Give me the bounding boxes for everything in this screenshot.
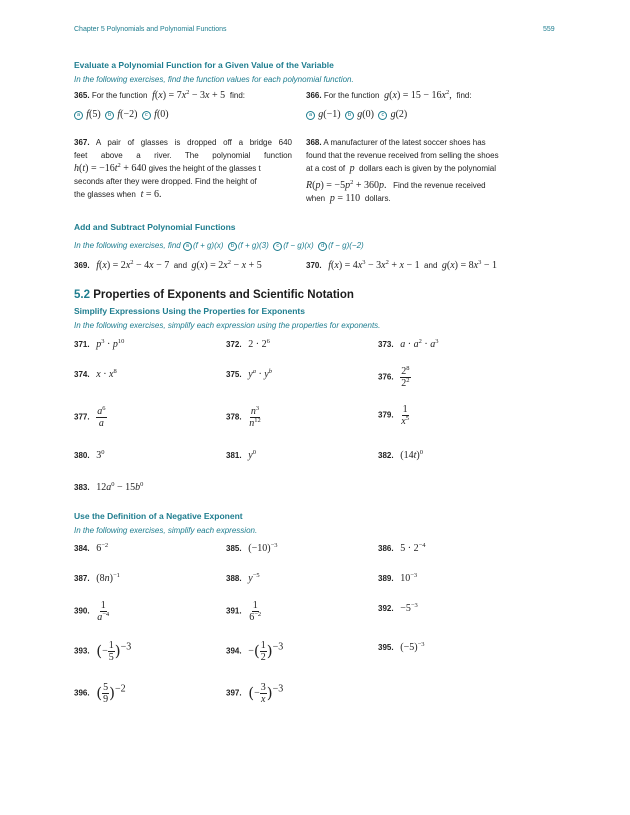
text-line: found that the revenue received from selling the shoes: [306, 151, 499, 160]
math-expression: $y^{-5}$: [248, 572, 260, 584]
exercise-number: 388.: [226, 574, 242, 583]
instruction-part-c: (f − g)(x): [283, 241, 314, 250]
exercise-375: [226, 368, 272, 381]
part-b-marker: b: [345, 111, 354, 120]
math-sign: −: [102, 645, 108, 657]
exercise-number: 384.: [74, 544, 90, 553]
instruction-lead: In the following exercises, find: [74, 241, 181, 250]
exercise-383: [74, 481, 143, 494]
math-condition: p = 110: [329, 193, 363, 204]
exercise-number: 386.: [378, 544, 394, 553]
exercise-386: [378, 542, 426, 555]
math-fraction: $\frac{1}{5}$: [108, 640, 114, 663]
exercise-number: 375.: [226, 370, 242, 379]
exercise-number: 377.: [74, 412, 90, 422]
math-fraction: $\frac{2^8}{2^2}$: [401, 365, 410, 389]
exercise-number: 366.: [306, 91, 322, 100]
text-line: gives the height of the glasses t: [148, 164, 261, 173]
section-heading-evaluate: Evaluate a Polynomial Function for a Given Value of the Variable: [74, 60, 334, 70]
text-line: dollars.: [364, 194, 391, 203]
math-expression: $5 \cdot 2^{-4}$: [400, 542, 426, 554]
exercise-number: 387.: [74, 574, 90, 583]
exercise-number: 371.: [74, 340, 90, 349]
math-expression: $(-5)^{-3}$: [400, 641, 425, 653]
exercise-number: 397.: [226, 688, 242, 698]
exercise-365-parts: [74, 108, 169, 121]
math-part-a: g(−1): [318, 109, 341, 120]
math-expression: $10^{-3}$: [400, 572, 418, 584]
exercise-368-line4: [306, 179, 524, 192]
exercise-number: 373.: [378, 340, 394, 349]
part-c-marker: c: [273, 242, 282, 251]
exercise-number: 378.: [226, 412, 242, 422]
chapter-header: Chapter 5 Polynomials and Polynomial Functions: [74, 26, 227, 33]
instruction-evaluate: In the following exercises, find the function values for each polynomial function.: [74, 75, 354, 84]
section-title: Properties of Exponents and Scientific Notation: [93, 289, 354, 301]
exercise-number: 374.: [74, 370, 90, 379]
part-b-marker: b: [105, 111, 114, 120]
exercise-393: [74, 640, 131, 663]
paren-open: (: [96, 642, 103, 660]
exercise-390: [74, 600, 110, 623]
math-part-a: f(5): [86, 109, 101, 120]
instruction-part-a: (f + g)(x): [192, 241, 224, 250]
exercise-367-line3: [74, 162, 292, 175]
math-fraction: $\frac{1}{6^{-2}}$: [249, 600, 262, 623]
exercise-396: [74, 682, 126, 705]
math-part-c: f(0): [154, 109, 169, 120]
math-function: $f(x) = 7x^2 - 3x + 5$: [152, 89, 228, 101]
math-expression: $-5^{-3}$: [400, 602, 418, 614]
math-expression: $p^3 \cdot p^{10}$: [96, 338, 125, 350]
text-line: A manufacturer of the latest soccer shoes has: [323, 138, 486, 147]
text-line: when: [306, 194, 326, 203]
math-fraction: $\frac{5}{9}$: [103, 682, 109, 705]
text-line: A pair of glasses is dropped off a bridge 640: [95, 138, 292, 147]
paren-close: ): [266, 684, 273, 702]
exercise-377: [74, 406, 107, 429]
exercise-372: [226, 338, 270, 351]
math-fraction: $\frac{1}{x^5}$: [401, 404, 409, 427]
exercise-395: [378, 641, 424, 654]
exercise-number: 383.: [74, 483, 90, 492]
exercise-tail: find:: [229, 91, 245, 100]
and-text: and: [173, 261, 188, 270]
exercise-number: 392.: [378, 604, 394, 613]
exercise-lead: For the function: [323, 91, 380, 100]
math-expression: $y^a \cdot y^b$: [248, 368, 272, 380]
exercise-number: 391.: [226, 606, 242, 616]
paren-close: ): [266, 642, 273, 660]
math-part-b: g(0): [357, 109, 374, 120]
exercise-number: 382.: [378, 451, 394, 460]
math-exponent: −3: [272, 683, 284, 695]
exercise-number: 370.: [306, 261, 322, 270]
exercise-number: 393.: [74, 646, 90, 656]
page-number: 559: [543, 26, 555, 33]
exercise-tail: find:: [456, 91, 472, 100]
text-line: feet above a river. The polynomial function: [74, 151, 292, 160]
exercise-367: [74, 136, 292, 201]
text-line: the glasses when: [74, 190, 136, 199]
math-expression: $2 \cdot 2^6$: [248, 338, 270, 350]
part-a-marker: a: [183, 242, 192, 251]
math-expression: $12a^0 - 15b^0$: [96, 481, 144, 493]
math-f: $f(x) = 4x^3 - 3x^2 + x - 1$: [328, 259, 420, 271]
part-c-marker: c: [378, 111, 387, 120]
math-function: $g(x) = 15 - 16x^2$,: [384, 89, 455, 101]
paren-close: ): [114, 642, 121, 660]
text-line: dollars each is given by the polynomial: [359, 164, 497, 173]
section-heading-add-subtract: Add and Subtract Polynomial Functions: [74, 222, 236, 232]
math-expression: $(14t)^0$: [400, 449, 423, 461]
math-exponent: −3: [272, 641, 284, 653]
exercise-number: 372.: [226, 340, 242, 349]
exercise-number: 379.: [378, 410, 394, 420]
exercise-392: [378, 602, 418, 615]
instruction-properties: In the following exercises, simplify each expression using the properties for exponents.: [74, 321, 381, 330]
math-part-c: g(2): [390, 109, 408, 120]
math-g: $g(x) = 8x^3 - 1$: [441, 259, 497, 271]
paren-open: (: [96, 684, 103, 702]
exercise-366-parts: [306, 108, 407, 121]
exercise-373: [378, 338, 438, 351]
exercise-number: 376.: [378, 372, 394, 382]
exercise-397: [226, 682, 283, 705]
exercise-number: 395.: [378, 643, 394, 652]
exercise-368: [306, 136, 524, 205]
math-fraction: $\frac{a^6}{a}$: [97, 405, 106, 429]
exercise-367-line5: [74, 188, 292, 201]
instruction-part-b: (f + g)(3): [237, 241, 269, 250]
math-expression: $(-10)^{-3}$: [248, 542, 278, 554]
exercise-380: [74, 449, 105, 462]
math-expression: $x \cdot x^8$: [96, 368, 117, 380]
exercise-lead: For the function: [91, 91, 148, 100]
instruction-negative-exponent: In the following exercises, simplify each expression.: [74, 526, 258, 535]
exercise-number: 367.: [74, 138, 90, 147]
exercise-number: 368.: [306, 138, 322, 147]
math-expression: $6^{-2}$: [96, 542, 109, 554]
exercise-382: [378, 449, 423, 462]
text-line: at a cost of: [306, 164, 346, 173]
exercise-387: [74, 572, 120, 585]
exercise-394: [226, 640, 283, 663]
subsection-heading-properties: Simplify Expressions Using the Properties for Exponents: [74, 306, 305, 316]
part-a-marker: a: [306, 111, 315, 120]
exercise-366: [306, 89, 472, 102]
instruction-add-subtract: [74, 241, 364, 251]
exercise-368-line1: [306, 136, 524, 149]
part-d-marker: d: [318, 242, 327, 251]
math-sign: −: [248, 645, 254, 657]
section-title-5-2: [74, 289, 354, 301]
math-fraction: $\frac{n^3}{n^{12}}$: [249, 405, 261, 429]
math-sign: −: [254, 687, 260, 699]
exercise-number: 365.: [74, 91, 90, 100]
math-f: $f(x) = 2x^2 - 4x - 7$: [96, 259, 170, 271]
subsection-heading-negative-exponent: Use the Definition of a Negative Exponent: [74, 511, 243, 521]
and-text: and: [424, 261, 438, 270]
exercise-370: [306, 259, 497, 272]
math-exponent: −2: [114, 683, 126, 695]
exercise-381: [226, 449, 256, 462]
math-condition: t = 6.: [140, 189, 162, 200]
exercise-385: [226, 542, 277, 555]
section-number: 5.2: [74, 289, 90, 301]
math-expression: $y^0$: [248, 449, 256, 461]
exercise-389: [378, 572, 417, 585]
exercise-number: 381.: [226, 451, 242, 460]
math-function: $h(t) = -16t^2 + 640$: [74, 162, 147, 174]
exercise-number: 396.: [74, 688, 90, 698]
math-function: $R(p) = -5p^2 + 360p$.: [306, 179, 387, 191]
exercise-379: [378, 404, 410, 427]
exercise-367-line1: [74, 136, 292, 149]
exercise-368-line3: [306, 162, 524, 175]
exercise-365: [74, 89, 245, 102]
exercise-391: [226, 600, 262, 623]
paren-close: ): [109, 684, 115, 702]
math-part-b: f(−2): [117, 109, 138, 120]
paren-open: (: [253, 642, 260, 660]
exercise-number: 385.: [226, 544, 242, 553]
exercise-384: [74, 542, 108, 555]
exercise-371: [74, 338, 124, 351]
instruction-part-d: (f − g)(−2): [328, 241, 364, 250]
exercise-number: 389.: [378, 574, 394, 583]
exercise-378: [226, 406, 262, 429]
math-expression: $a \cdot a^2 \cdot a^3$: [400, 338, 439, 350]
exercise-376: [378, 366, 411, 389]
part-c-marker: c: [142, 111, 151, 120]
math-expression: $3^0$: [96, 449, 105, 461]
exercise-number: 394.: [226, 646, 242, 656]
math-g: $g(x) = 2x^2 - x + 5$: [191, 259, 262, 271]
exercise-388: [226, 572, 260, 585]
math-fraction: $\frac{1}{2}$: [260, 640, 266, 663]
part-a-marker: a: [74, 111, 83, 120]
exercise-369: [74, 259, 262, 272]
math-expression: $(8n)^{-1}$: [96, 572, 120, 584]
text-line: Find the revenue received: [393, 181, 486, 190]
exercise-number: 390.: [74, 606, 90, 616]
part-b-marker: b: [228, 242, 237, 251]
exercise-368-line5: [306, 192, 524, 205]
exercise-374: [74, 368, 117, 381]
math-fraction: $\frac{1}{a^{-4}}$: [97, 600, 110, 623]
text-line: seconds after they were dropped. Find the height of: [74, 177, 257, 186]
math-exponent: −3: [120, 641, 132, 653]
exercise-number: 369.: [74, 261, 90, 270]
exercise-number: 380.: [74, 451, 90, 460]
math-fraction: $\frac{3}{x}$: [260, 682, 266, 705]
paren-open: (: [248, 684, 255, 702]
math-variable: p: [349, 163, 355, 174]
